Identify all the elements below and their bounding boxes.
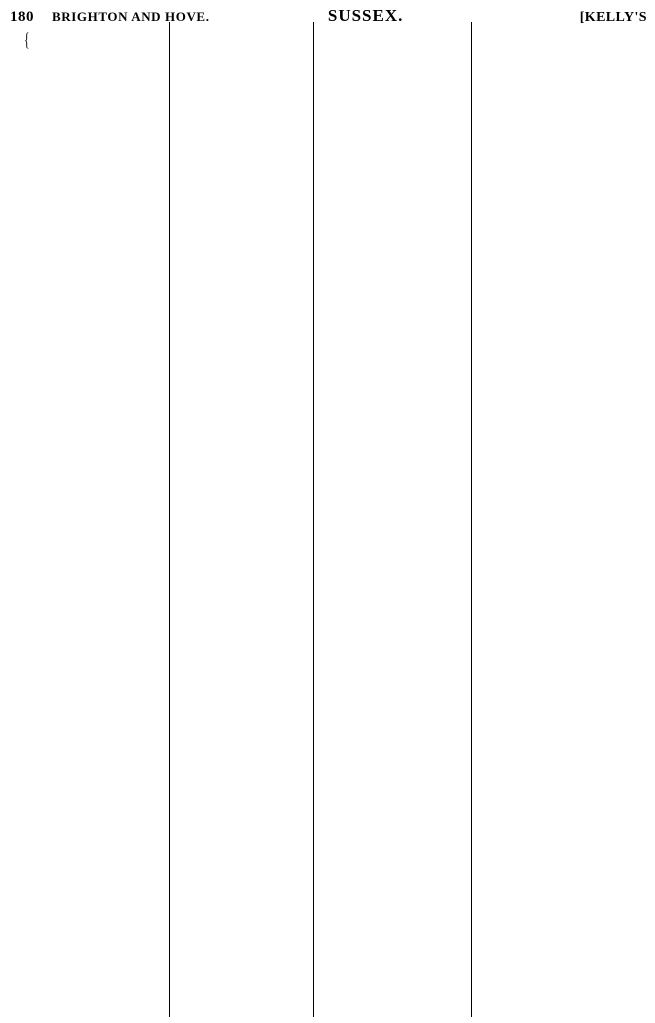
column-2 (169, 22, 313, 1017)
page-folio-number: 180 (10, 9, 34, 25)
brace-icon: { (24, 30, 30, 51)
brace-entry-group (8, 30, 164, 51)
running-head-county: SUSSEX. (327, 6, 404, 25)
running-head (0, 0, 655, 25)
column-1 (8, 22, 169, 1017)
column-4 (471, 22, 649, 1017)
running-head-left: BRIGHTON AND HOVE. (52, 9, 210, 24)
column-container (0, 22, 655, 1017)
running-head-publisher: [KELLY'S (579, 10, 647, 25)
column-3 (313, 22, 471, 1017)
